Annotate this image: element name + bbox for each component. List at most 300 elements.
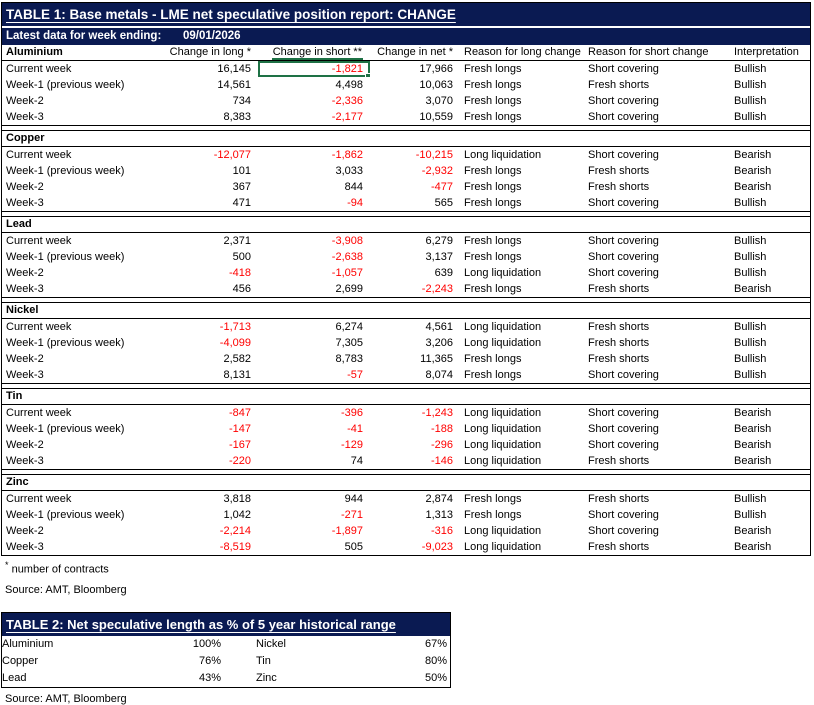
cell-change-in-net-text: 11,365	[420, 353, 453, 365]
cell-change-in-short[interactable]	[258, 163, 370, 179]
cell-reason-long-change[interactable]	[460, 507, 584, 523]
row-label[interactable]	[2, 523, 162, 539]
cell-change-in-long[interactable]	[162, 437, 258, 453]
cell-reason-short-change[interactable]	[584, 437, 730, 453]
cell-change-in-short-text: 505	[344, 541, 363, 553]
cell-change-in-short-text: 74	[350, 455, 363, 467]
cell-change-in-net-text: -1,243	[421, 407, 453, 419]
cell-reason-long-change-text: Fresh longs	[464, 235, 522, 247]
footnote-text: number of contracts	[8, 563, 109, 576]
cell-interpretation[interactable]	[730, 61, 810, 77]
column-header-interpretation[interactable]: Interpretation	[734, 46, 799, 58]
cell-reason-long-change-text: Fresh longs	[464, 181, 522, 193]
cell-change-in-long[interactable]	[162, 233, 258, 249]
row-label[interactable]	[2, 335, 162, 351]
cell-change-in-short[interactable]	[258, 405, 370, 421]
cell-change-in-long[interactable]	[162, 147, 258, 163]
cell-change-in-long[interactable]	[162, 319, 258, 335]
cell-interpretation[interactable]	[730, 163, 810, 179]
cell-interpretation[interactable]	[730, 539, 810, 555]
cell-reason-short-change-text: Short covering	[588, 423, 659, 435]
cell-interpretation[interactable]	[730, 335, 810, 351]
cell-change-in-short-text: -1,821	[331, 63, 363, 75]
cell-reason-long-change[interactable]	[460, 93, 584, 109]
cell-change-in-long-text: 500	[232, 251, 251, 263]
cell-reason-short-change[interactable]	[584, 249, 730, 265]
cell-change-in-net[interactable]	[370, 405, 460, 421]
cell-reason-short-change[interactable]	[584, 109, 730, 125]
table-row	[2, 636, 450, 653]
cell-interpretation-text: Bearish	[734, 525, 772, 537]
cell-reason-long-change[interactable]	[460, 491, 584, 507]
cell-interpretation-text: Bullish	[734, 197, 767, 209]
row-label[interactable]	[2, 249, 162, 265]
cell-change-in-short[interactable]	[258, 453, 370, 469]
cell-change-in-net[interactable]	[370, 507, 460, 523]
row-label-text: Week-2	[6, 95, 44, 107]
metal-percent-value[interactable]: 43%	[198, 671, 221, 684]
cell-change-in-long-text: -167	[228, 439, 251, 451]
cell-change-in-net[interactable]	[370, 147, 460, 163]
cell-reason-long-change[interactable]	[460, 405, 584, 421]
cell-reason-short-change[interactable]	[584, 195, 730, 211]
cell-change-in-short[interactable]	[258, 421, 370, 437]
cell-change-in-net-text: -146	[430, 455, 453, 467]
metal-name[interactable]: Copper	[2, 654, 39, 667]
cell-reason-short-change[interactable]	[584, 319, 730, 335]
cell-interpretation[interactable]	[730, 265, 810, 281]
cell-reason-short-change[interactable]	[584, 265, 730, 281]
cell-reason-short-change[interactable]	[584, 539, 730, 555]
cell-interpretation[interactable]	[730, 351, 810, 367]
cell-reason-long-change[interactable]	[460, 249, 584, 265]
cell-reason-long-change[interactable]	[460, 179, 584, 195]
column-header-change-in-short[interactable]	[258, 45, 370, 60]
cell-change-in-short[interactable]	[258, 109, 370, 125]
cell-change-in-net[interactable]	[370, 249, 460, 265]
cell-reason-short-change-text: Fresh shorts	[588, 337, 650, 349]
cell-change-in-long[interactable]	[162, 523, 258, 539]
row-label[interactable]	[2, 351, 162, 367]
table-row	[2, 179, 810, 195]
cell-change-in-net-text: 639	[434, 267, 453, 279]
cell-change-in-net[interactable]	[370, 453, 460, 469]
metal-percent-value[interactable]: 80%	[424, 654, 447, 667]
column-header-row	[2, 45, 810, 61]
cell-change-in-net-text: -2,243	[421, 283, 453, 295]
cell-change-in-net[interactable]	[370, 367, 460, 383]
cell-change-in-net[interactable]	[370, 93, 460, 109]
section-name-copper[interactable]: Copper	[2, 131, 810, 147]
cell-interpretation-text: Bullish	[734, 369, 767, 381]
cell-change-in-long[interactable]	[162, 109, 258, 125]
cell-change-in-net[interactable]	[370, 335, 460, 351]
cell-reason-long-change[interactable]	[460, 61, 584, 77]
table1-title: TABLE 1: Base metals - LME net speculative position report: CHANGE	[6, 7, 456, 22]
table-row	[2, 147, 810, 163]
cell-change-in-short[interactable]	[258, 61, 370, 77]
row-label[interactable]	[2, 179, 162, 195]
cell-change-in-short[interactable]	[258, 335, 370, 351]
cell-change-in-net[interactable]	[370, 61, 460, 77]
cell-change-in-long[interactable]	[162, 61, 258, 77]
cell-interpretation[interactable]	[730, 179, 810, 195]
cell-reason-short-change[interactable]	[584, 147, 730, 163]
row-label-text: Week-2	[6, 181, 44, 193]
cell-interpretation[interactable]	[730, 507, 810, 523]
cell-reason-short-change[interactable]	[584, 179, 730, 195]
cell-reason-short-change-text: Short covering	[588, 95, 659, 107]
cell-change-in-short-text: -129	[340, 439, 363, 451]
row-label-text: Week-3	[6, 283, 44, 295]
cell-interpretation[interactable]	[730, 233, 810, 249]
row-label[interactable]	[2, 453, 162, 469]
table-row	[2, 453, 810, 469]
cell-interpretation[interactable]	[730, 109, 810, 125]
cell-change-in-short[interactable]	[258, 195, 370, 211]
row-label[interactable]	[2, 265, 162, 281]
cell-interpretation-text: Bullish	[734, 321, 767, 333]
cell-reason-long-change[interactable]	[460, 109, 584, 125]
cell-interpretation[interactable]	[730, 281, 810, 297]
cell-reason-long-change[interactable]	[460, 351, 584, 367]
row-label[interactable]	[2, 539, 162, 555]
row-label[interactable]	[2, 61, 162, 77]
cell-change-in-long-text: 16,145	[217, 63, 251, 75]
cell-reason-short-change-text: Short covering	[588, 509, 659, 521]
cell-change-in-long[interactable]	[162, 265, 258, 281]
table-row	[2, 670, 450, 687]
cell-reason-short-change-text: Fresh shorts	[588, 455, 650, 467]
cell-change-in-net-text: -2,932	[421, 165, 453, 177]
cell-reason-short-change[interactable]	[584, 77, 730, 93]
cell-interpretation-text: Bearish	[734, 181, 772, 193]
cell-reason-long-change[interactable]	[460, 539, 584, 555]
table-row	[2, 421, 810, 437]
cell-interpretation[interactable]	[730, 319, 810, 335]
cell-change-in-long-text: 471	[232, 197, 251, 209]
cell-interpretation-text: Bullish	[734, 353, 767, 365]
metal-name[interactable]: Lead	[2, 671, 27, 684]
row-label[interactable]	[2, 405, 162, 421]
cell-reason-short-change[interactable]	[584, 507, 730, 523]
selection-fill-handle-icon[interactable]	[365, 73, 370, 77]
cell-reason-long-change[interactable]	[460, 195, 584, 211]
cell-reason-short-change-text: Fresh shorts	[588, 321, 650, 333]
cell-change-in-net[interactable]	[370, 195, 460, 211]
cell-change-in-short[interactable]	[258, 539, 370, 555]
cell-interpretation-text: Bearish	[734, 165, 772, 177]
cell-change-in-long[interactable]	[162, 179, 258, 195]
cell-change-in-net-text: 3,070	[425, 95, 453, 107]
cell-change-in-net[interactable]	[370, 281, 460, 297]
cell-reason-long-change-text: Fresh longs	[464, 369, 522, 381]
cell-change-in-net[interactable]	[370, 539, 460, 555]
cell-interpretation[interactable]	[730, 147, 810, 163]
cell-change-in-net-text: 10,063	[419, 79, 453, 91]
cell-reason-short-change[interactable]	[584, 421, 730, 437]
cell-reason-long-change[interactable]	[460, 77, 584, 93]
cell-change-in-net[interactable]	[370, 265, 460, 281]
cell-reason-short-change[interactable]	[584, 281, 730, 297]
cell-reason-short-change[interactable]	[584, 163, 730, 179]
table-row	[2, 507, 810, 523]
table2-title: TABLE 2: Net speculative length as % of 5 year historical range	[6, 616, 396, 632]
row-label-text: Week-2	[6, 439, 44, 451]
cell-change-in-net-text: 565	[434, 197, 453, 209]
table-row	[2, 351, 810, 367]
cell-change-in-long[interactable]	[162, 491, 258, 507]
row-label[interactable]	[2, 77, 162, 93]
cell-reason-short-change[interactable]	[584, 453, 730, 469]
column-header-change-in-long[interactable]: Change in long *	[169, 46, 251, 58]
cell-interpretation[interactable]	[730, 437, 810, 453]
cell-change-in-long[interactable]	[162, 405, 258, 421]
cell-interpretation-text: Bearish	[734, 407, 772, 419]
cell-change-in-net[interactable]	[370, 421, 460, 437]
cell-change-in-short[interactable]	[258, 507, 370, 523]
cell-reason-long-change[interactable]	[460, 335, 584, 351]
cell-change-in-net[interactable]	[370, 233, 460, 249]
cell-reason-short-change[interactable]	[584, 351, 730, 367]
row-label-text: Current week	[6, 321, 72, 333]
cell-change-in-long[interactable]	[162, 77, 258, 93]
cell-reason-short-change[interactable]	[584, 233, 730, 249]
cell-change-in-short-text: -2,638	[331, 251, 363, 263]
cell-change-in-net[interactable]	[370, 109, 460, 125]
cell-change-in-net-text: 2,874	[425, 493, 453, 505]
section-name-nickel[interactable]: Nickel	[2, 303, 810, 319]
cell-reason-long-change[interactable]	[460, 453, 584, 469]
cell-change-in-long[interactable]	[162, 249, 258, 265]
cell-change-in-short[interactable]	[258, 281, 370, 297]
cell-change-in-net[interactable]	[370, 179, 460, 195]
metal-name[interactable]: Tin	[256, 654, 271, 667]
cell-interpretation[interactable]	[730, 367, 810, 383]
section-name-zinc[interactable]: Zinc	[2, 475, 810, 491]
row-label[interactable]	[2, 367, 162, 383]
cell-reason-short-change-text: Fresh shorts	[588, 493, 650, 505]
cell-interpretation-text: Bullish	[734, 509, 767, 521]
section-name-lead[interactable]: Lead	[2, 217, 810, 233]
cell-change-in-long[interactable]	[162, 367, 258, 383]
table2-title-bar	[2, 613, 450, 636]
cell-reason-long-change[interactable]	[460, 265, 584, 281]
column-header-reason-short[interactable]: Reason for short change	[588, 46, 709, 58]
cell-interpretation[interactable]	[730, 421, 810, 437]
cell-change-in-net-text: 1,313	[425, 509, 453, 521]
cell-change-in-net[interactable]	[370, 77, 460, 93]
cell-reason-short-change[interactable]	[584, 61, 730, 77]
row-label[interactable]	[2, 233, 162, 249]
table-row	[2, 265, 810, 281]
row-label[interactable]	[2, 421, 162, 437]
cell-change-in-short[interactable]	[258, 249, 370, 265]
cell-change-in-short[interactable]	[258, 367, 370, 383]
column-header-metal[interactable]: Aluminium	[6, 46, 63, 58]
cell-reason-short-change[interactable]	[584, 491, 730, 507]
cell-reason-long-change[interactable]	[460, 281, 584, 297]
cell-interpretation[interactable]	[730, 77, 810, 93]
row-label-text: Week-3	[6, 541, 44, 553]
cell-change-in-long[interactable]	[162, 93, 258, 109]
cell-interpretation[interactable]	[730, 453, 810, 469]
cell-reason-long-change[interactable]	[460, 163, 584, 179]
metal-percent-value[interactable]: 50%	[424, 671, 447, 684]
cell-change-in-net-text: 3,206	[425, 337, 453, 349]
cell-change-in-short[interactable]	[258, 319, 370, 335]
column-header-change-in-net[interactable]: Change in net *	[377, 46, 453, 58]
cell-reason-short-change-text: Short covering	[588, 251, 659, 263]
cell-change-in-long[interactable]	[162, 163, 258, 179]
footnote-marker: *	[5, 560, 9, 570]
cell-change-in-short[interactable]	[258, 523, 370, 539]
metal-percent-value[interactable]: 76%	[198, 654, 221, 667]
row-label-text: Week-1 (previous week)	[6, 165, 125, 177]
cell-interpretation[interactable]	[730, 195, 810, 211]
cell-interpretation-text: Bullish	[734, 493, 767, 505]
cell-reason-short-change[interactable]	[584, 523, 730, 539]
cell-reason-long-change[interactable]	[460, 233, 584, 249]
cell-reason-long-change-text: Fresh longs	[464, 251, 522, 263]
cell-reason-short-change[interactable]	[584, 367, 730, 383]
cell-reason-short-change-text: Fresh shorts	[588, 181, 650, 193]
cell-interpretation-text: Bullish	[734, 111, 767, 123]
cell-reason-long-change-text: Fresh longs	[464, 493, 522, 505]
table-row	[2, 61, 810, 77]
row-label[interactable]	[2, 319, 162, 335]
row-label[interactable]	[2, 109, 162, 125]
cell-change-in-net[interactable]	[370, 351, 460, 367]
cell-change-in-net-text: -296	[430, 439, 453, 451]
row-label-text: Week-3	[6, 369, 44, 381]
cell-change-in-short[interactable]	[258, 147, 370, 163]
cell-interpretation[interactable]	[730, 491, 810, 507]
cell-interpretation[interactable]	[730, 405, 810, 421]
cell-change-in-short-text: -3,908	[331, 235, 363, 247]
cell-reason-short-change-text: Short covering	[588, 407, 659, 419]
cell-change-in-short-text: 2,699	[335, 283, 363, 295]
cell-change-in-net[interactable]	[370, 163, 460, 179]
table-row	[2, 405, 810, 421]
cell-change-in-long[interactable]	[162, 453, 258, 469]
cell-reason-long-change[interactable]	[460, 319, 584, 335]
row-label-text: Week-2	[6, 267, 44, 279]
cell-change-in-short-text: -1,057	[331, 267, 363, 279]
cell-change-in-net-text: -316	[430, 525, 453, 537]
row-label-text: Current week	[6, 407, 72, 419]
metal-name[interactable]: Aluminium	[2, 637, 54, 650]
section-name-tin[interactable]: Tin	[2, 389, 810, 405]
cell-change-in-long[interactable]	[162, 281, 258, 297]
row-label[interactable]	[2, 195, 162, 211]
table1-title-bar	[2, 3, 810, 26]
cell-change-in-long[interactable]	[162, 351, 258, 367]
cell-change-in-short[interactable]	[258, 437, 370, 453]
cell-change-in-net[interactable]	[370, 319, 460, 335]
table-row	[2, 653, 450, 670]
cell-interpretation[interactable]	[730, 523, 810, 539]
cell-interpretation-text: Bullish	[734, 251, 767, 263]
cell-change-in-net-text: -9,023	[421, 541, 453, 553]
cell-change-in-short[interactable]	[258, 77, 370, 93]
cell-interpretation[interactable]	[730, 93, 810, 109]
table-row	[2, 93, 810, 109]
metal-percent-value[interactable]: 100%	[192, 637, 221, 650]
cell-change-in-net[interactable]	[370, 437, 460, 453]
row-label[interactable]	[2, 93, 162, 109]
cell-interpretation[interactable]	[730, 249, 810, 265]
metal-name[interactable]: Zinc	[256, 671, 277, 684]
row-label[interactable]	[2, 507, 162, 523]
cell-interpretation-text: Bearish	[734, 149, 772, 161]
cell-reason-short-change-text: Fresh shorts	[588, 541, 650, 553]
cell-change-in-long[interactable]	[162, 507, 258, 523]
cell-change-in-short[interactable]	[258, 491, 370, 507]
row-label[interactable]	[2, 147, 162, 163]
cell-change-in-short[interactable]	[258, 179, 370, 195]
cell-reason-long-change-text: Long liquidation	[464, 407, 542, 419]
cell-change-in-net[interactable]	[370, 523, 460, 539]
table-row	[2, 523, 810, 539]
row-label[interactable]	[2, 491, 162, 507]
cell-change-in-short[interactable]	[258, 93, 370, 109]
table-row	[2, 163, 810, 179]
cell-change-in-long-text: 1,042	[223, 509, 251, 521]
row-label[interactable]	[2, 163, 162, 179]
cell-reason-short-change[interactable]	[584, 335, 730, 351]
column-header-reason-long[interactable]: Reason for long change	[464, 46, 581, 58]
cell-reason-long-change[interactable]	[460, 421, 584, 437]
cell-reason-short-change-text: Short covering	[588, 149, 659, 161]
table-row	[2, 539, 810, 555]
cell-change-in-long[interactable]	[162, 335, 258, 351]
metal-name[interactable]: Nickel	[256, 637, 286, 650]
cell-reason-long-change[interactable]	[460, 523, 584, 539]
cell-reason-short-change[interactable]	[584, 405, 730, 421]
metal-percent-value[interactable]: 67%	[424, 637, 447, 650]
cell-change-in-net[interactable]	[370, 491, 460, 507]
cell-change-in-long[interactable]	[162, 539, 258, 555]
cell-interpretation-text: Bullish	[734, 337, 767, 349]
cell-reason-short-change[interactable]	[584, 93, 730, 109]
cell-change-in-short-text: -2,177	[331, 111, 363, 123]
row-label[interactable]	[2, 437, 162, 453]
cell-change-in-long[interactable]	[162, 195, 258, 211]
cell-reason-short-change-text: Fresh shorts	[588, 353, 650, 365]
cell-change-in-short[interactable]	[258, 351, 370, 367]
table-row	[2, 195, 810, 211]
cell-reason-short-change-text: Short covering	[588, 111, 659, 123]
cell-change-in-short[interactable]	[258, 233, 370, 249]
cell-change-in-short-text: 844	[344, 181, 363, 193]
week-ending-date[interactable]: 09/01/2026	[183, 30, 241, 42]
cell-change-in-short-text: 6,274	[335, 321, 363, 333]
cell-change-in-short[interactable]	[258, 265, 370, 281]
week-ending-bar	[2, 28, 810, 45]
cell-change-in-net-text: 6,279	[425, 235, 453, 247]
cell-change-in-long-text: -8,519	[219, 541, 251, 553]
cell-interpretation-text: Bullish	[734, 79, 767, 91]
cell-reason-long-change[interactable]	[460, 367, 584, 383]
row-label[interactable]	[2, 281, 162, 297]
cell-change-in-net-text: 17,966	[419, 63, 453, 75]
cell-reason-long-change[interactable]	[460, 437, 584, 453]
cell-reason-long-change-text: Fresh longs	[464, 165, 522, 177]
cell-reason-long-change[interactable]	[460, 147, 584, 163]
cell-change-in-net-text: -10,215	[415, 149, 453, 161]
cell-change-in-long[interactable]	[162, 421, 258, 437]
